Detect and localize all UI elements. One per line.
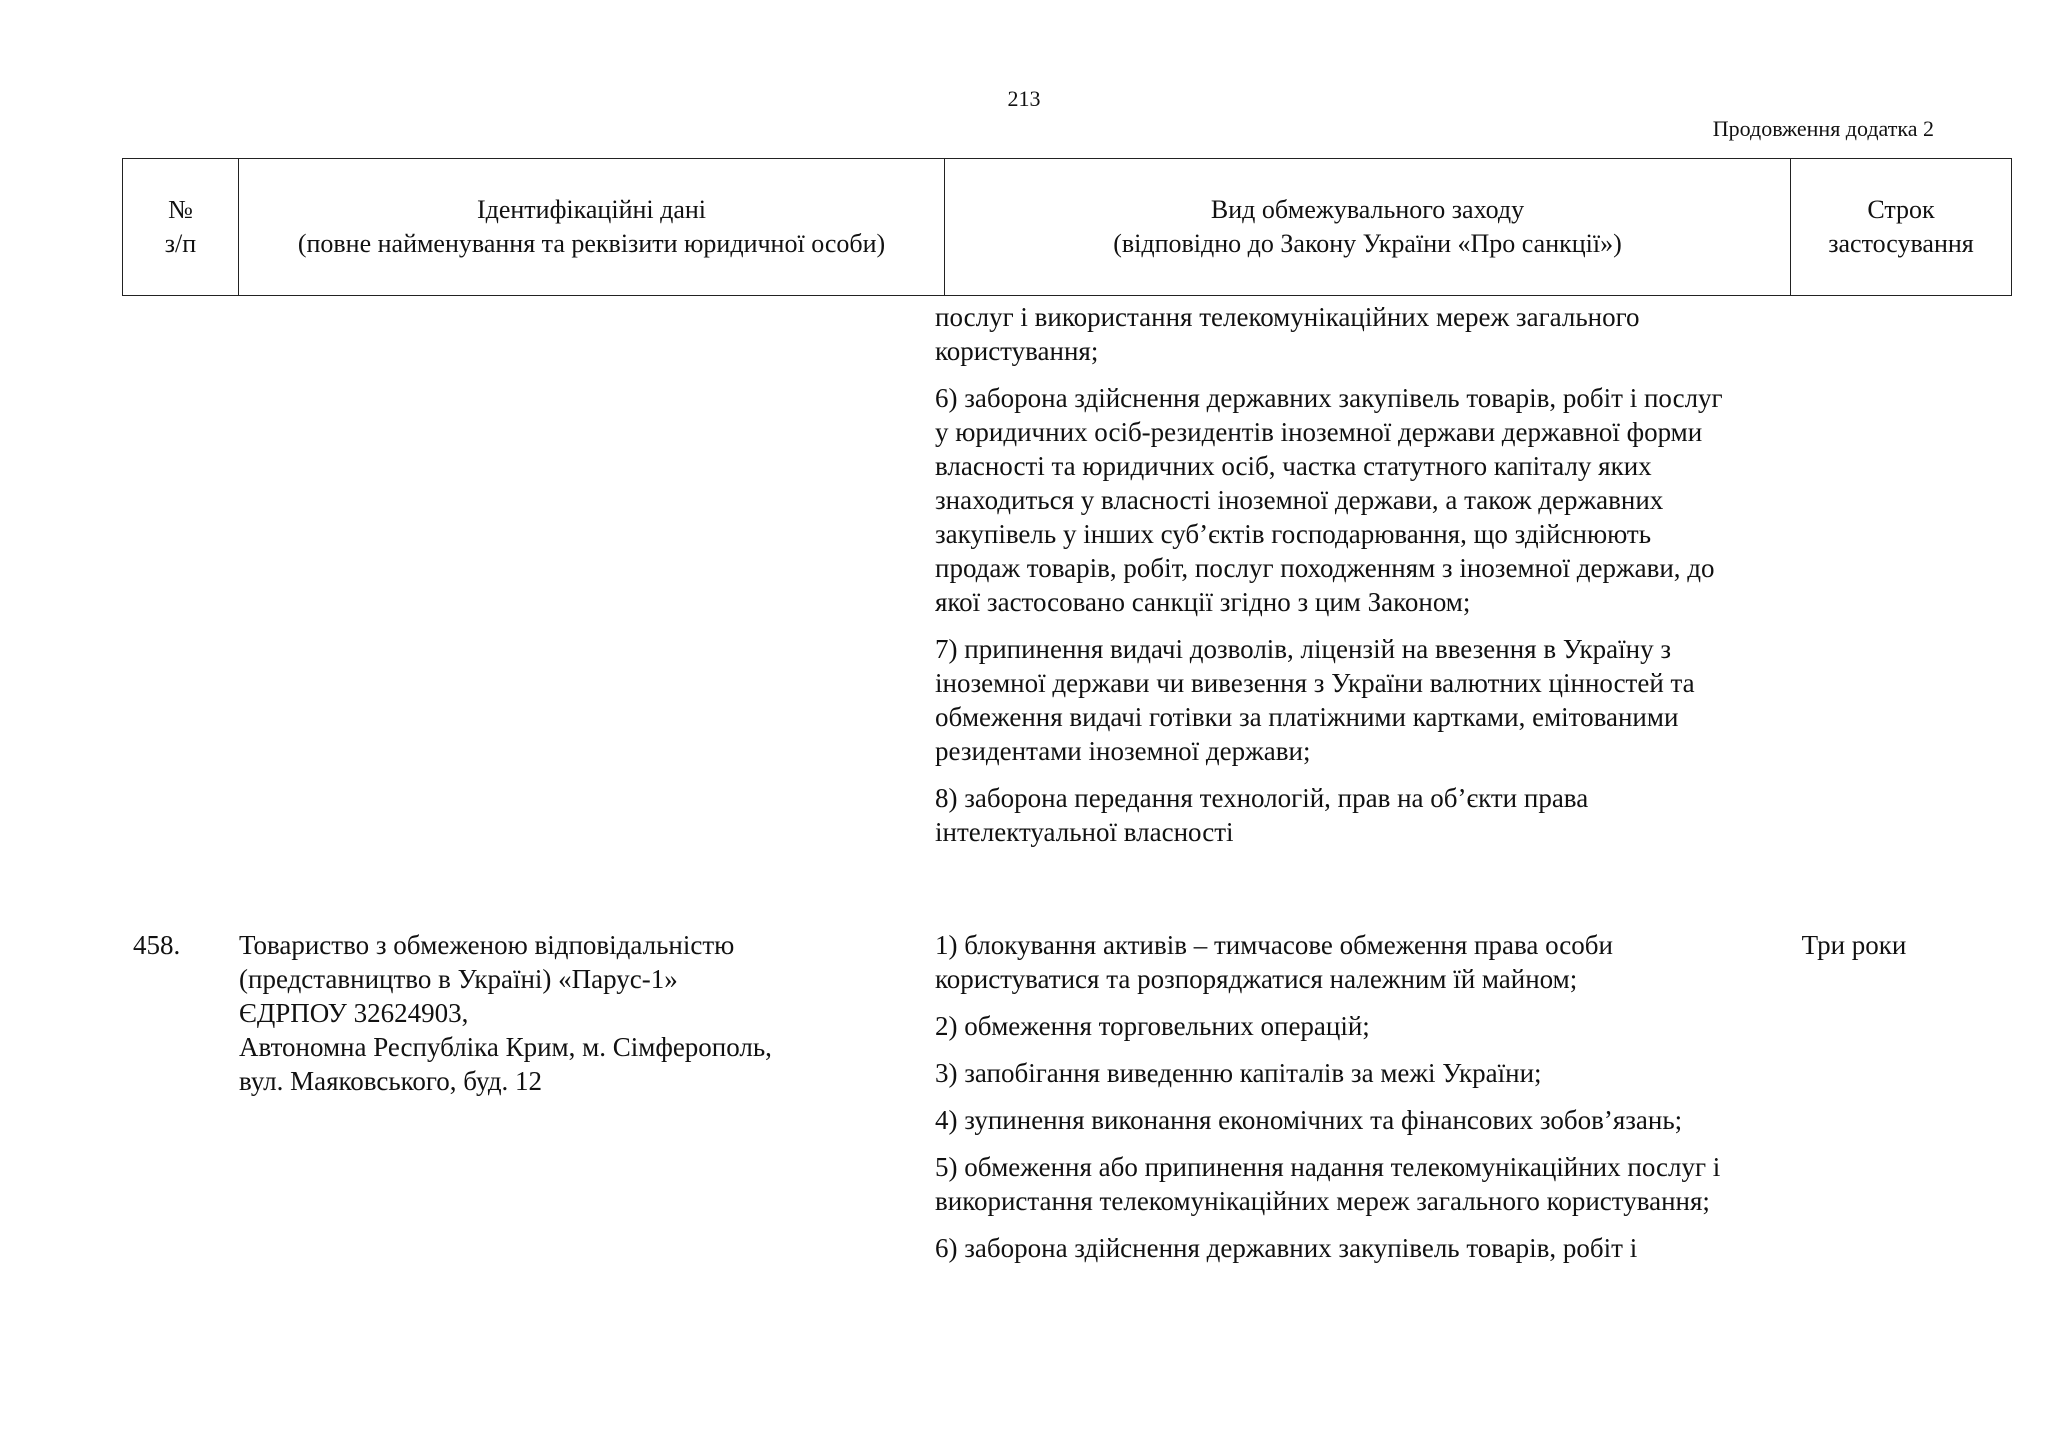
measure-item: 3) запобігання виведенню капіталів за межі України; bbox=[935, 1058, 1542, 1088]
header-identification-label: Ідентифікаційні дані bbox=[476, 195, 707, 224]
entity-address-line: Автономна Республіка Крим, м. Сімферополь, bbox=[239, 1032, 772, 1062]
entity-code-line: ЄДРПОУ 32624903, bbox=[239, 998, 469, 1028]
entity-name-line: Товариство з обмеженою відповідальністю bbox=[239, 930, 735, 960]
row-measures-list bbox=[935, 928, 1735, 1278]
header-term-cell bbox=[1791, 159, 2012, 296]
measure-item: 5) обмеження або припинення надання телекомунікаційних послуг і використання телекомунікаційних мереж загального користування; bbox=[935, 1152, 1721, 1216]
measure-item: 8) заборона передання технологій, прав на об’єкти права інтелектуальної власності bbox=[935, 783, 1589, 847]
header-measure-sublabel: (відповідно до Закону України «Про санкції») bbox=[1113, 229, 1622, 258]
header-number-label: № bbox=[168, 195, 193, 224]
measure-item: 6) заборона здійснення державних закупівель товарів, робіт і послуг у юридичних осіб-резидентів іноземної держави державної форми власності та юридичних осіб, частка статутного капіталу яких знаходиться у власності іноземної держави, а також державних закупівель у інших суб’єктів господарювання, що здійснюють продаж товарів, робіт, послуг походженням з іноземної держави, до якої застосовано санкції згідно з цим Законом; bbox=[935, 383, 1723, 617]
header-number-cell bbox=[123, 159, 239, 296]
row-number: 458. bbox=[133, 930, 181, 960]
entity-address-line: вул. Маяковського, буд. 12 bbox=[239, 1066, 543, 1096]
measure-item: 6) заборона здійснення державних закупівель товарів, робіт і bbox=[935, 1233, 1638, 1263]
header-term-sublabel: застосування bbox=[1828, 229, 1974, 258]
measure-item: 7) припинення видачі дозволів, ліцензій на ввезення в Україну з іноземної держави чи вивезення з України валютних цінностей та обмеження видачі готівки за платіжними картками, емітованими резидентами іноземної держави; bbox=[935, 634, 1695, 766]
measure-item: 1) блокування активів – тимчасове обмеження права особи користуватися та розпоряджатися належним їй майном; bbox=[935, 930, 1613, 994]
entity-name-line: (представництво в Україні) «Парус-1» bbox=[239, 964, 678, 994]
header-term-label: Строк bbox=[1867, 195, 1935, 224]
header-measure-label: Вид обмежувального заходу bbox=[1210, 195, 1525, 224]
measure-item: 2) обмеження торговельних операцій; bbox=[935, 1011, 1370, 1041]
header-number-sublabel: з/п bbox=[164, 229, 197, 258]
header-identification-sublabel: (повне найменування та реквізити юридичної особи) bbox=[297, 229, 886, 258]
row-identification bbox=[239, 928, 919, 1098]
row-term: Три роки bbox=[1801, 930, 1907, 960]
measure-item: 4) зупинення виконання економічних та фінансових зобов’язань; bbox=[935, 1105, 1683, 1135]
measure-item: послуг і використання телекомунікаційних мереж загального користування; bbox=[935, 302, 1640, 366]
header-measure-cell bbox=[945, 159, 1791, 296]
page-number: 213 bbox=[1007, 86, 1041, 111]
header-identification-cell bbox=[239, 159, 945, 296]
appendix-continuation-note: Продовження додатка 2 bbox=[1712, 116, 1934, 141]
table-header bbox=[122, 158, 2012, 296]
continued-measures-list bbox=[935, 300, 1735, 862]
